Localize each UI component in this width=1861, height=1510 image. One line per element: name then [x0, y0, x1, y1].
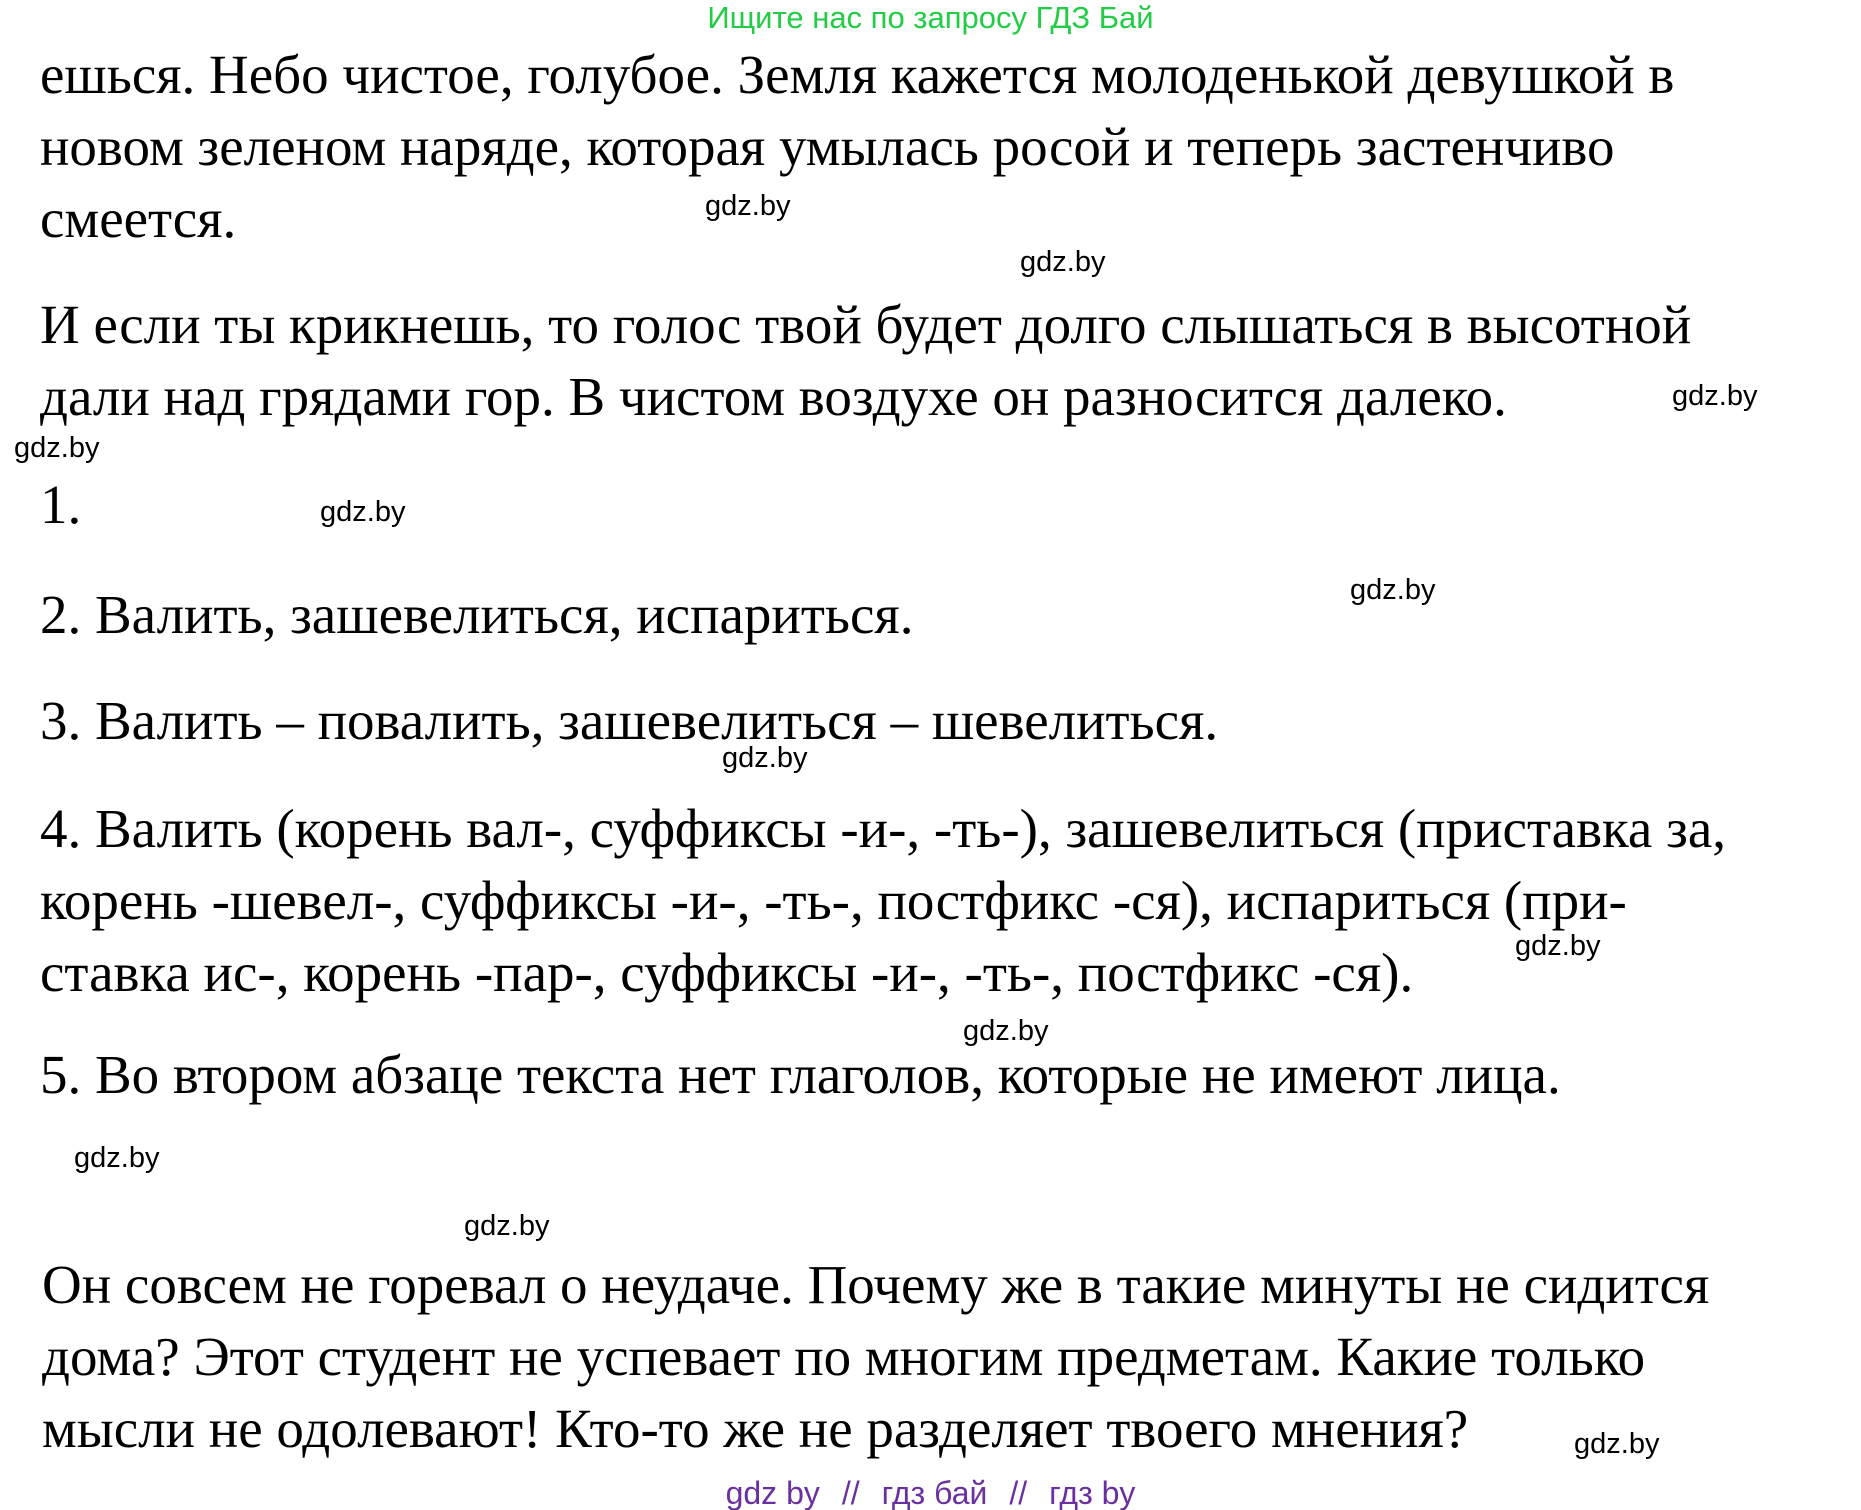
watermark: gdz.by	[963, 1015, 1049, 1047]
paragraph-3-line-3: мысли не одолевают! Кто-то же не разделяет твоего мнения?	[42, 1398, 1469, 1459]
footer-link-gdz-by-cyr[interactable]: гдз by	[1049, 1475, 1136, 1510]
watermark: gdz.by	[464, 1210, 550, 1242]
paragraph-3-line-2: дома? Этот студент не успевает по многим предметам. Какие только	[42, 1326, 1646, 1387]
watermark: gdz.by	[74, 1142, 160, 1174]
answer-5: 5. Во втором абзаце текста нет глаголов, которые не имеют лица.	[40, 1044, 1561, 1105]
search-banner-text: Ищите нас по запросу ГДЗ Бай	[707, 0, 1154, 35]
footer-separator: //	[1009, 1475, 1028, 1510]
watermark: gdz.by	[14, 432, 100, 464]
paragraph-2-line-1: И если ты крикнешь, то голос твой будет долго слышаться в высотной	[40, 294, 1692, 355]
paragraph-1-line-1: ешься. Небо чистое, голубое. Земля кажется молоденькой девушкой в	[40, 44, 1675, 105]
search-banner	[0, 0, 1861, 36]
watermark: gdz.by	[1672, 380, 1758, 412]
footer-separator: //	[841, 1475, 860, 1510]
footer-link-gdz-bai[interactable]: гдз бай	[881, 1475, 988, 1510]
answer-4-line-1: 4. Валить (корень вал-, суффиксы -и-, -ть-), зашевелиться (приставка за,	[40, 798, 1726, 859]
watermark: gdz.by	[320, 496, 406, 528]
answer-2: 2. Валить, зашевелиться, испариться.	[40, 584, 914, 645]
watermark: gdz.by	[1574, 1428, 1660, 1460]
answer-4-line-3: ставка ис-, корень -пар-, суффиксы -и-, -ть-, постфикс -ся).	[40, 942, 1414, 1003]
watermark: gdz.by	[1350, 574, 1436, 606]
paragraph-2-line-2: дали над грядами гор. В чистом воздухе он разносится далеко.	[40, 366, 1507, 427]
answer-3: 3. Валить – повалить, зашевелиться – шевелиться.	[40, 690, 1219, 751]
watermark: gdz.by	[705, 190, 791, 222]
watermark: gdz.by	[1020, 246, 1106, 278]
paragraph-3-line-1: Он совсем не горевал о неудаче. Почему же в такие минуты не сидится	[42, 1254, 1710, 1315]
watermark: gdz.by	[722, 742, 808, 774]
answer-1: 1.	[40, 474, 82, 535]
answer-4-line-2: корень -шевел-, суффиксы -и-, -ть-, постфикс -ся), испариться (при-	[40, 870, 1627, 931]
paragraph-1-line-2: новом зеленом наряде, которая умылась росой и теперь застенчиво	[40, 116, 1615, 177]
paragraph-1-line-3: смеется.	[40, 188, 237, 249]
watermark: gdz.by	[1515, 930, 1601, 962]
footer-link-gdz-by[interactable]: gdz by	[725, 1475, 820, 1510]
footer	[0, 1475, 1861, 1510]
